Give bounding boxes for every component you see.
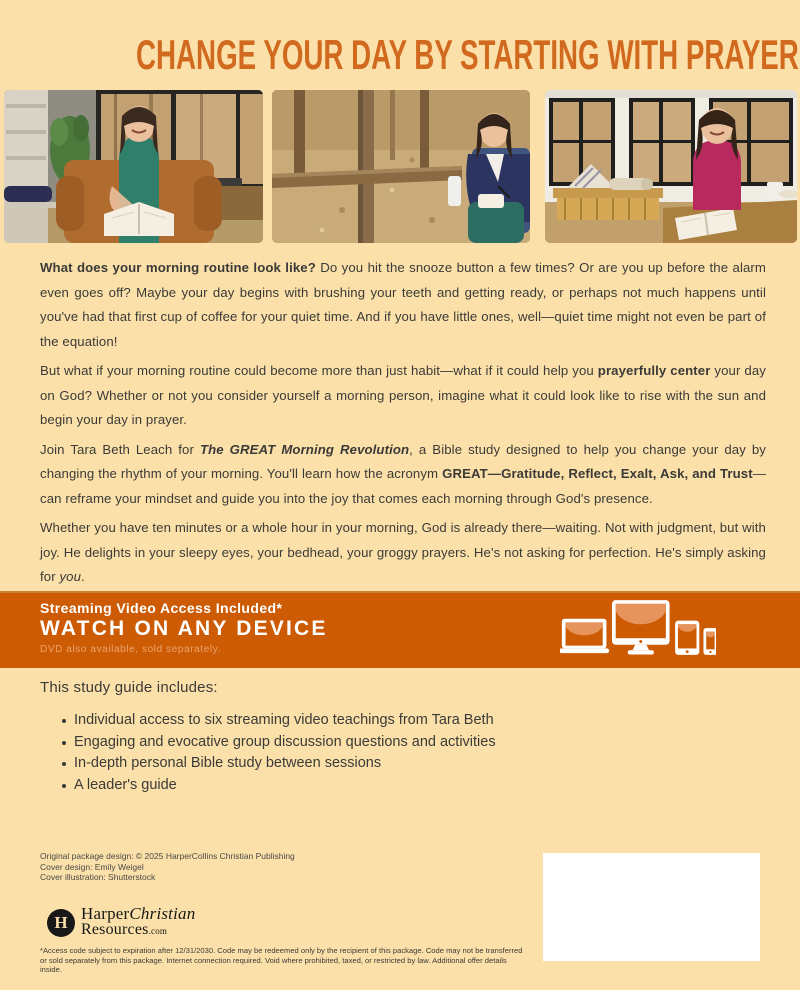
device-icons	[560, 599, 716, 657]
publisher-resources: Resources.com	[81, 921, 168, 938]
include-item: A leader's guide	[62, 775, 740, 797]
tablet-icon	[675, 615, 699, 655]
phone-icon	[703, 626, 716, 655]
body-paragraph: Join Tara Beth Leach for The GREAT Morning Revolution, a Bible study designed to help you change your day by changing the rhythm of your morning. You'll learn how the acronym GREAT—Gratitude, Reflect, Exalt, Ask, and Trust—can reframe your mindset and guide you into the joy that comes each morning through God's presence.	[40, 441, 766, 506]
body-paragraph: But what if your morning routine could become more than just habit—what if it could help you prayerfully center your day on God? Whether or not you consider yourself a morning person, imagine what it could look like to rise with the sun and begin your day in prayer.	[40, 363, 766, 427]
includes-heading: This study guide includes:	[40, 679, 218, 696]
barcode-placeholder	[543, 853, 760, 961]
include-item: Individual access to six streaming video teachings from Tara Beth	[62, 710, 740, 732]
photo-2-illustration	[272, 90, 530, 243]
harpercollins-monogram-icon	[47, 909, 75, 937]
includes-list	[40, 710, 740, 796]
photo-reading-armchair	[4, 90, 263, 243]
credit-line: Cover design: Emily Weigel	[40, 861, 144, 872]
publisher-logo	[47, 906, 195, 939]
body-paragraph: Whether you have ten minutes or a whole hour in your morning, God is already there—waiting. Not with judgment, but with joy. He delights in your sleepy eyes, your bedhead, your groggy prayers. He's not asking for perfection. He's simply asking for you.	[40, 520, 766, 584]
photo-smiling-in-sunroom	[545, 90, 797, 243]
banner-watch-line: WATCH ON ANY DEVICE	[40, 617, 328, 640]
photo-1-illustration	[4, 90, 263, 243]
photo-3-illustration	[545, 90, 797, 243]
credit-line: Cover illustration: Shutterstock	[40, 872, 156, 882]
headline: CHANGE YOUR DAY BY STARTING WITH PRAYER	[136, 31, 799, 78]
legal-fine-print: *Access code subject to expiration after 12/31/2030. Code may be redeemed only by the recipient of this package. Code may not be transferred or sold separately from this package. Internet connection required. Void where prohibited, taxed, or restricted by law. Additional offer details inside.	[40, 946, 523, 975]
credits-block	[40, 851, 295, 883]
laptop-icon	[560, 606, 609, 653]
streaming-banner	[0, 591, 800, 668]
include-item: Engaging and evocative group discussion questions and activities	[62, 732, 740, 754]
banner-dvd-line: DVD also available, sold separately.	[40, 644, 221, 655]
includes-section	[40, 679, 740, 796]
banner-text	[40, 600, 328, 655]
publisher-name: HarperChristian	[81, 904, 196, 923]
include-item: In-depth personal Bible study between sessions	[62, 753, 740, 775]
desktop-icon	[612, 599, 670, 654]
publisher-logo-text	[81, 906, 195, 939]
credit-line: Original package design: © 2025 HarperCollins Christian Publishing	[40, 851, 295, 861]
photo-journaling-outdoors	[272, 90, 530, 243]
back-cover-copy	[40, 256, 766, 595]
body-paragraph: What does your morning routine look like? Do you hit the snooze button a few times? Or are you up before the alarm even goes off? Maybe your day begins with brushing your teeth and getting ready, or perhaps not much happens until you've had that first cup of coffee for your quiet time. And if you have little ones, well—quiet time might not even be part of the equation!	[40, 260, 767, 349]
banner-access-line: Streaming Video Access Included*	[40, 600, 283, 616]
monogram-letter: H	[54, 912, 68, 932]
